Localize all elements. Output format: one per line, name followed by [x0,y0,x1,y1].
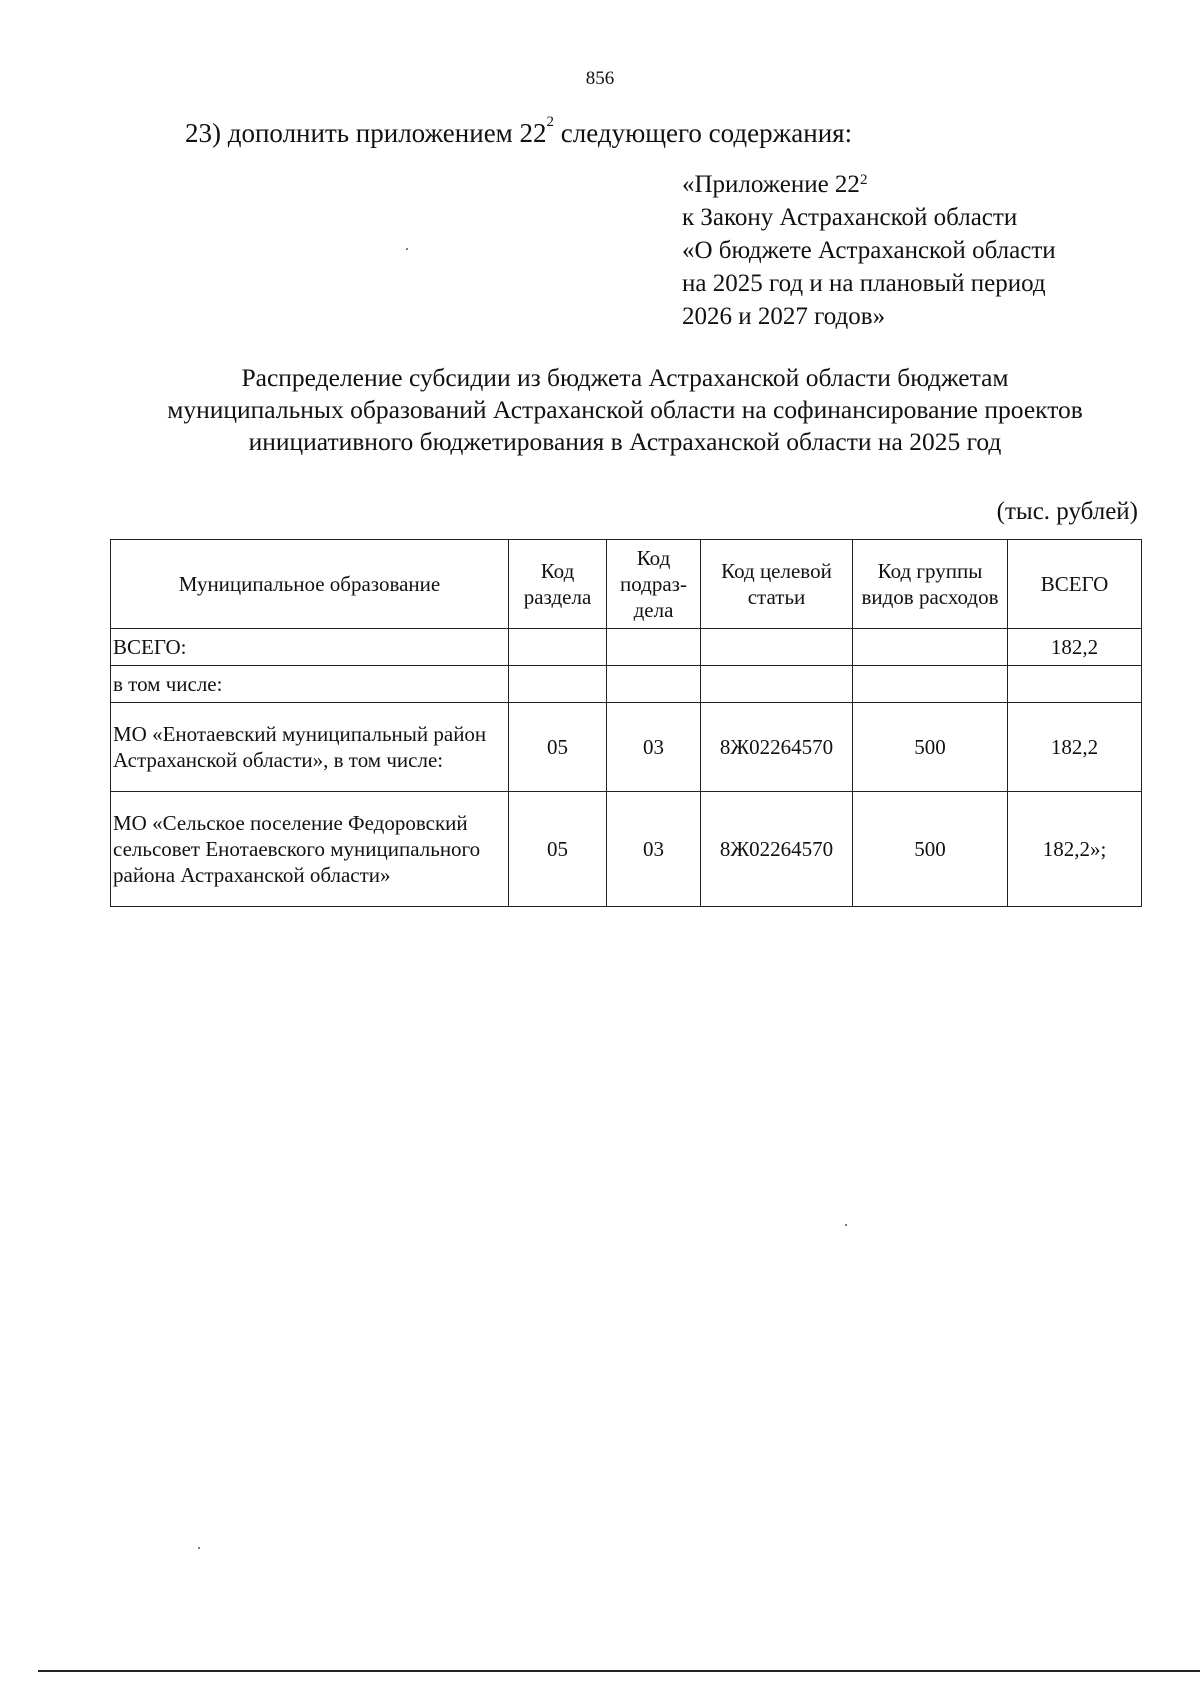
annex-line-2: к Закону Астраханской области [682,204,1018,231]
cell-section [509,629,607,666]
cell-group [853,666,1008,703]
cell-section: 05 [509,703,607,792]
cell-target [701,666,853,703]
cell-subsection: 03 [607,703,701,792]
annex-line-1-text: «Приложение 22 [682,171,860,198]
table-row-district [111,703,1142,792]
cell-group [853,629,1008,666]
title-line-2: муниципальных образований Астраханской области на софинансирование проектов [167,395,1083,424]
annex-line-1-sup: 2 [859,172,868,188]
cell-subsection [607,666,701,703]
cell-target [701,629,853,666]
cell-name: МО «Енотаевский муниципальный район Астраханской области», в том числе: [111,703,509,792]
page-number: 856 [585,68,615,89]
intro-text-after: следующего содержания: [554,118,853,148]
annex-line-1 [682,168,1056,201]
annex-line-4: на 2025 год и на плановый период [682,270,1046,297]
cell-section [509,666,607,703]
cell-total [1008,666,1142,703]
subsidy-distribution-table [110,539,1142,907]
cell-group: 500 [853,703,1008,792]
table-header-row [111,540,1142,629]
annex-heading [682,168,1056,333]
cell-target: 8Ж02264570 [701,703,853,792]
header-total: ВСЕГО [1008,540,1142,629]
header-expense-group-code: Код группы видов расходов [853,540,1008,629]
cell-total: 182,2 [1008,703,1142,792]
cell-subsection: 03 [607,792,701,907]
cell-name: ВСЕГО: [111,629,509,666]
document-title [100,362,1150,458]
cell-total: 182,2 [1008,629,1142,666]
title-line-3: инициативного бюджетирования в Астраханской области на 2025 год [248,427,1002,456]
intro-superscript: 2 [546,114,555,130]
scan-speck [845,1224,847,1226]
annex-line-5: 2026 и 2027 годов» [682,303,886,330]
table-row-settlement [111,792,1142,907]
title-line-1: Распределение субсидии из бюджета Астраханской области бюджетам [241,363,1009,392]
cell-target: 8Ж02264570 [701,792,853,907]
intro-text-before: 23) дополнить приложением 22 [185,118,547,148]
cell-name: в том числе: [111,666,509,703]
cell-subsection [607,629,701,666]
cell-name: МО «Сельское поселение Федоровский сельсовет Енотаевского муниципального района Астраханской области» [111,792,509,907]
units-label: (тыс. рублей) [996,498,1138,525]
cell-group: 500 [853,792,1008,907]
header-target-code: Код целевой статьи [701,540,853,629]
scan-speck [406,248,408,250]
annex-line-3: «О бюджете Астраханской области [682,237,1056,264]
header-municipality: Муниципальное образование [111,540,509,629]
bottom-rule [38,1670,1200,1672]
header-subsection-code: Код подраз-дела [607,540,701,629]
amendment-intro [185,114,853,149]
table-row-including [111,666,1142,703]
cell-total: 182,2»; [1008,792,1142,907]
header-section-code: Код раздела [509,540,607,629]
table-row-total [111,629,1142,666]
cell-section: 05 [509,792,607,907]
scan-speck [198,1547,200,1549]
